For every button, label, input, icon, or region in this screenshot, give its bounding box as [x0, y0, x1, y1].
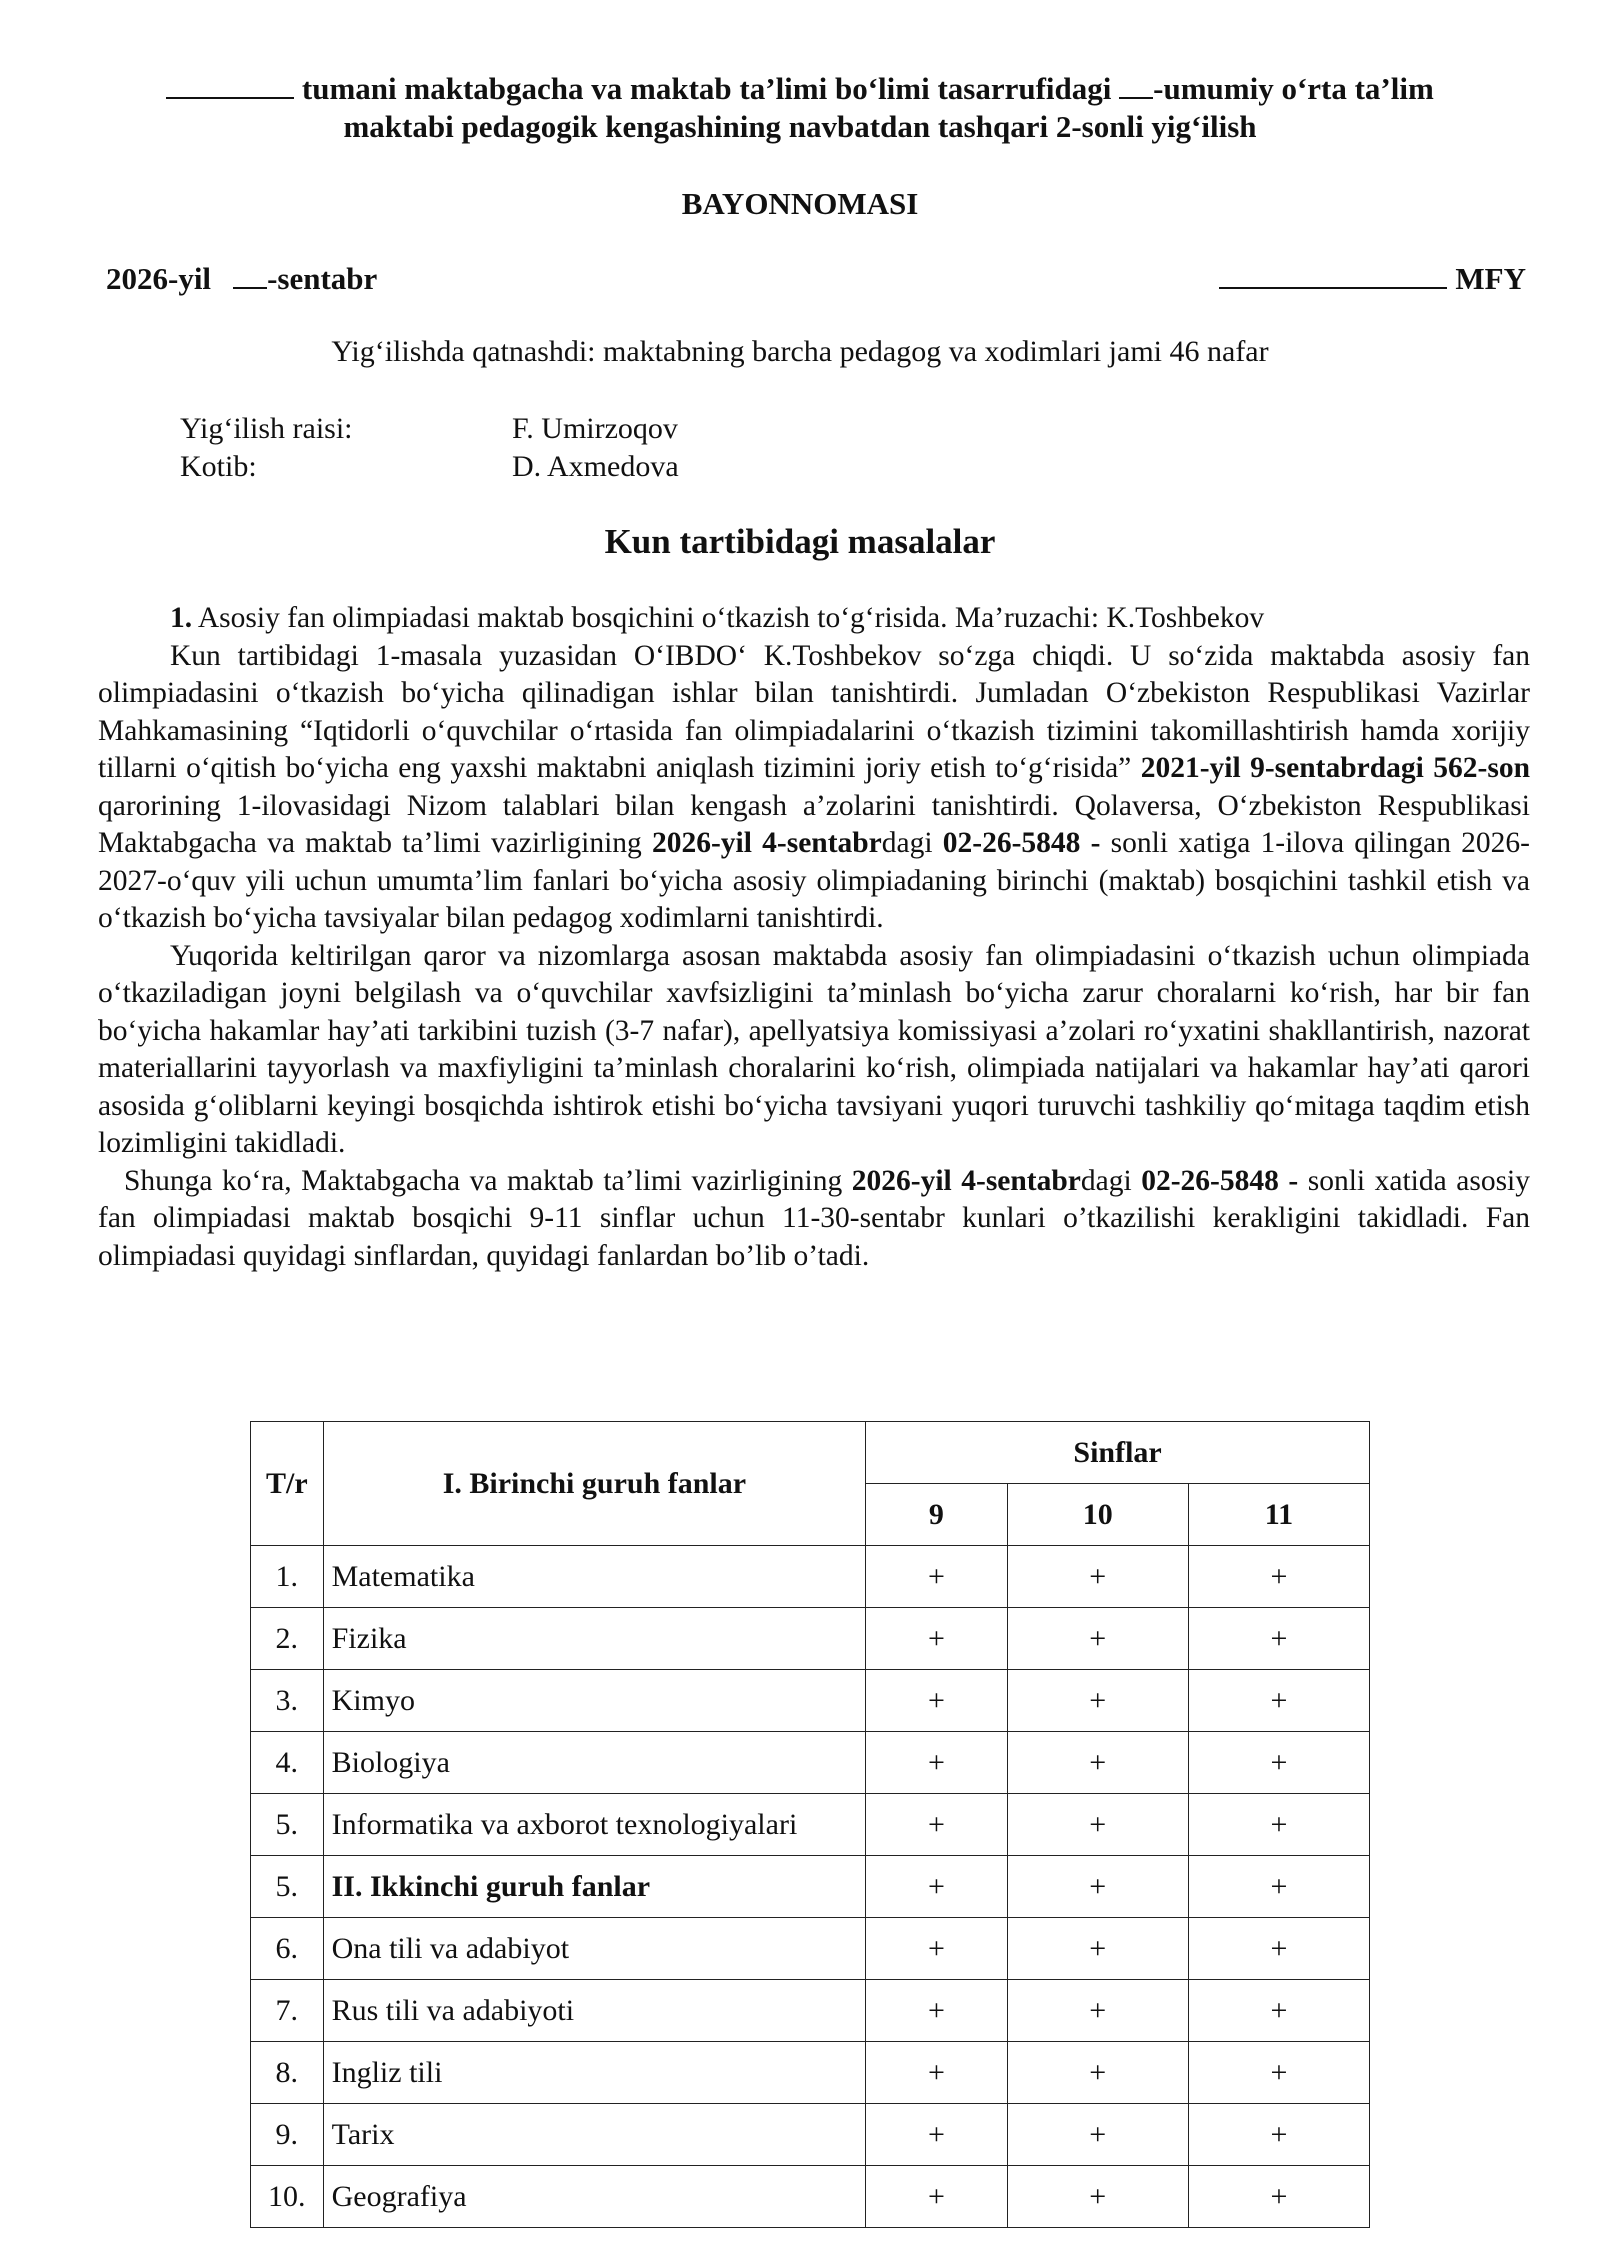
header-line-2: maktabi pedagogik kengashining navbatdan tashqari 2-sonli yig‘ilish [343, 109, 1257, 144]
header-line-1-text: tumani maktabgacha va maktab ta’limi bo‘limi tasarrufidagi [301, 71, 1112, 106]
subject-name: Fizika [323, 1608, 866, 1670]
agenda-item-text: Asosiy fan olimpiadasi maktab bosqichini o‘tkazish to‘g‘risida. Ma’ruzachi: K.Toshbekov [192, 602, 1265, 634]
row-number: 5. [251, 1794, 324, 1856]
grade-mark: + [1007, 1546, 1188, 1608]
table-row [251, 1732, 1370, 1794]
grade-mark: + [866, 2042, 1007, 2104]
subject-name: Geografiya [323, 2166, 866, 2228]
paragraph-1-text-c: qarorining 1-ilovasidagi Nizom talablari bilan kengash a’zolarini tanishtirdi. Qolaversa, O‘zbekiston Respublikasi Maktabgacha va maktab ta’limi vazirligining [98, 789, 1530, 859]
agenda-item-number: 1. [170, 602, 193, 634]
day-blank [233, 261, 267, 289]
paragraph-3-text-c: dagi [1080, 1164, 1142, 1197]
subject-name: Ona tili va adabiyot [323, 1918, 866, 1980]
subject-name: Rus tili va adabiyoti [323, 1980, 866, 2042]
official-row [180, 410, 679, 448]
row-number: 8. [251, 2042, 324, 2104]
row-number: 3. [251, 1670, 324, 1732]
resolution-reference: 2021-yil 9-sentabrdagi 562-son [1140, 752, 1530, 784]
grade-mark: + [866, 1732, 1007, 1794]
letter-number: 02-26-5848 - [1141, 1164, 1299, 1197]
grade-mark: + [866, 1918, 1007, 1980]
table-row [251, 2104, 1370, 2166]
mahalla-label: MFY [1455, 261, 1526, 296]
row-number: 7. [251, 1980, 324, 2042]
table-row [251, 1670, 1370, 1732]
grade-mark: + [1007, 1856, 1188, 1918]
document-header [96, 70, 1504, 146]
grade-mark: + [1007, 2166, 1188, 2228]
grade-mark: + [866, 2166, 1007, 2228]
table-header-row [251, 1422, 1370, 1484]
grade-mark: + [866, 1856, 1007, 1918]
grade-mark: + [866, 1670, 1007, 1732]
grade-mark: + [1188, 2042, 1369, 2104]
row-number: 2. [251, 1608, 324, 1670]
table-row [251, 1794, 1370, 1856]
agenda-title: Kun tartibidagi masalalar [604, 522, 996, 561]
grade-mark: + [1007, 1732, 1188, 1794]
col-header-grade: 9 [866, 1484, 1007, 1546]
grade-mark: + [1007, 1918, 1188, 1980]
paragraph-2: Yuqorida keltirilgan qaror va nizomlarga asosan maktabda asosiy fan olimpiadasini o‘tkazish uchun olimpiada o‘tkaziladigan joyni belgilash va o‘quvchilar xavfsizligini ta’minlash bo‘yicha zarur choralarni ko‘rish, har bir fan bo‘yicha hakamlar hay’ati tarkibini tuzish (3-7 nafar), apellyatsiya komissiyasi a’zolari ro‘yxatini shakllantirish, nazorat materiallarini tayyorlash va maxfiyligini ta’minlash choralarini ko‘rish, olimpiada natijalari va hakamlar hay’ati qarori asosida g‘oliblarni keyingi bosqichda ishtirok etishi bo‘yicha tavsiyani yuqori turuvchi tashkiliy qo‘mitaga taqdim etish lozimligini takidladi. [98, 939, 1530, 1159]
grade-mark: + [1188, 1918, 1369, 1980]
official-row [180, 448, 679, 486]
minutes-body [98, 600, 1530, 1275]
table-row [251, 2166, 1370, 2228]
grade-mark: + [866, 1608, 1007, 1670]
grade-mark: + [1007, 2042, 1188, 2104]
grade-mark: + [866, 1794, 1007, 1856]
grade-mark: + [1188, 2104, 1369, 2166]
grade-mark: + [1188, 1546, 1369, 1608]
col-header-grades: Sinflar [866, 1422, 1370, 1484]
grade-mark: + [1007, 1794, 1188, 1856]
school-number-blank [1119, 71, 1153, 99]
document-title: BAYONNOMASI [681, 186, 919, 221]
table-row [251, 1546, 1370, 1608]
official-role: Yig‘ilish raisi: [180, 412, 353, 445]
date-month: -sentabr [267, 261, 378, 296]
paragraph-3-text-a: Shunga ko‘ra, Maktabgacha va maktab ta’limi vazirligining [124, 1164, 852, 1197]
group-heading-cell: II. Ikkinchi guruh fanlar [323, 1856, 866, 1918]
grade-mark: + [1188, 1608, 1369, 1670]
col-header-grade: 10 [1007, 1484, 1188, 1546]
official-name: D. Axmedova [512, 450, 679, 483]
mahalla-blank [1219, 261, 1447, 289]
subjects-table [250, 1421, 1370, 2228]
grade-mark: + [1188, 1980, 1369, 2042]
table-body [251, 1546, 1370, 2228]
grade-mark: + [866, 1546, 1007, 1608]
letter-number: 02-26-5848 - [942, 827, 1101, 859]
grade-mark: + [1188, 1732, 1369, 1794]
row-number: 5. [251, 1856, 324, 1918]
table-row [251, 1856, 1370, 1918]
subject-name: Biologiya [323, 1732, 866, 1794]
subject-name: Tarix [323, 2104, 866, 2166]
mahalla-field [1219, 261, 1526, 297]
letter-date: 2026-yil 4-sentabr [851, 1164, 1081, 1197]
row-number: 10. [251, 2166, 324, 2228]
subject-name: Matematika [323, 1546, 866, 1608]
table-row [251, 1608, 1370, 1670]
paragraph-3 [98, 1163, 1530, 1276]
paragraph-1 [98, 638, 1530, 938]
subject-name: Informatika va axborot texnologiyalari [323, 1794, 866, 1856]
grade-mark: + [866, 2104, 1007, 2166]
col-header-subject: I. Birinchi guruh fanlar [323, 1422, 866, 1546]
header-line-1 [96, 70, 1504, 108]
subject-name: Ingliz tili [323, 2042, 866, 2104]
grade-mark: + [1007, 1608, 1188, 1670]
attendance-line: Yig‘ilishda qatnashdi: maktabning barcha pedagog va xodimlari jami 46 nafar [331, 335, 1269, 368]
row-number: 4. [251, 1732, 324, 1794]
grade-mark: + [1007, 1980, 1188, 2042]
table-row [251, 1980, 1370, 2042]
table-row [251, 2042, 1370, 2104]
paragraph-1-text-e: dagi [881, 827, 943, 859]
row-number: 9. [251, 2104, 324, 2166]
header-line-1-suffix: -umumiy o‘rta ta’lim [1153, 71, 1434, 106]
table-row [251, 1918, 1370, 1980]
grade-mark: + [1007, 1670, 1188, 1732]
row-number: 6. [251, 1918, 324, 1980]
officials-list [180, 410, 679, 486]
meeting-date [106, 261, 377, 297]
official-name: F. Umirzoqov [512, 412, 678, 445]
row-number: 1. [251, 1546, 324, 1608]
subject-name: Kimyo [323, 1670, 866, 1732]
grade-mark: + [866, 1980, 1007, 2042]
col-header-number: T/r [251, 1422, 324, 1546]
district-blank [166, 71, 294, 99]
col-header-grade: 11 [1188, 1484, 1369, 1546]
agenda-item-1 [98, 600, 1530, 638]
grade-mark: + [1188, 1794, 1369, 1856]
paragraph-1-text-a: Kun tartibidagi 1-masala yuzasidan O‘IBDO‘ K.Toshbekov so‘zga chiqdi. U so‘zida maktabda asosiy fan olimpiadasini o‘tkazish bo‘yicha qilinadigan ishlar bilan tanishtirdi. Jumladan O‘zbekiston Respublikasi Vazirlar Mahkamasining “Iqtidorli o‘quvchilar o‘rtasida fan olimpiadalarini o‘tkazish tizimini takomillashtirish hamda xorijiy tillarni o‘qitish bo‘yicha eng yaxshi maktabni aniqlash tizimini joriy etish to‘g‘risida” [98, 639, 1530, 784]
grade-mark: + [1007, 2104, 1188, 2166]
paragraph-3-text-e: sonli xatida asosiy fan olimpiadasi maktab bosqichi 9-11 sinflar uchun 11-30-sentabr kunlari o’tkazilishi kerakligini takidladi. Fan olimpiadasi quyidagi sinflardan, quyidagi fanlardan bo’lib o’tadi. [98, 1164, 1530, 1272]
grade-mark: + [1188, 1856, 1369, 1918]
grade-mark: + [1188, 2166, 1369, 2228]
paragraph-1-text-g: sonli xatiga 1-ilova qilingan 2026-2027-o‘quv yili uchun umumta’lim fanlari bo‘yicha asosiy olimpiadaning birinchi (maktab) bosqichini tashkil etish va o‘tkazish bo‘yicha tavsiyalar bilan pedagog xodimlarni tanishtirdi. [98, 827, 1530, 934]
grade-mark: + [1188, 1670, 1369, 1732]
official-role: Kotib: [180, 450, 257, 483]
date-year: 2026-yil [106, 261, 212, 296]
letter-date: 2026-yil 4-sentabr [651, 827, 882, 859]
